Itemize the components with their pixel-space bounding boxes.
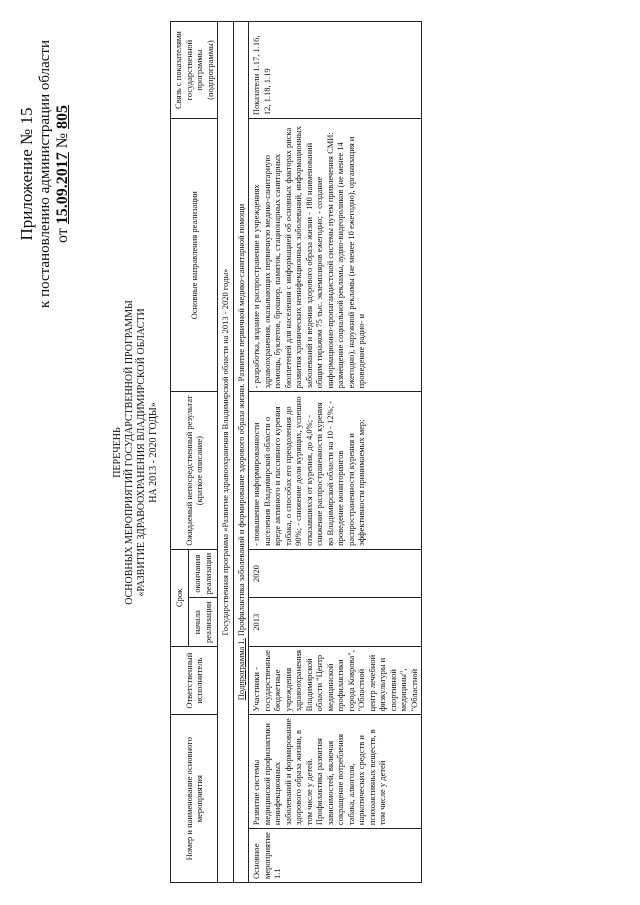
header-num: Номер и наименование основного мероприятия: [171, 715, 218, 883]
row-name: Развитие системы медицинской профилактики неинфекционных заболеваний и формирование здорового образа жизни, в том числе у детей. Профилактика развития зависимостей, включая сокращение потребления табака, алкоголя, наркотических средств и психоактивных веществ, в том числе у детей: [249, 715, 422, 829]
row-end: 2020: [249, 549, 422, 598]
appendix-block: [18, 40, 72, 308]
header-result: Ожидаемый непосредственный результат (краткое описание): [171, 392, 218, 550]
appendix-date-line: от 15.09.2017 № 805: [54, 104, 71, 243]
appendix-ref: к постановлению администрации области: [37, 40, 53, 308]
row-link: Показатели 1.17, 1.16, 12, 1.18, 1.19: [249, 22, 422, 119]
appendix-date: 15.09.2017: [54, 152, 71, 225]
measures-table: [170, 21, 422, 883]
header-end: окончания реализации: [188, 549, 217, 598]
appendix-num: 805: [54, 104, 71, 129]
header-start: начала реализации: [188, 598, 217, 647]
document-title: ПЕРЕЧЕНЬ ОСНОВНЫХ МЕРОПРИЯТИЙ ГОСУДАРСТВЕННОЙ ПРОГРАММЫ «РАЗВИТИЕ ЗДРАВООХРАНЕНИЯ ВЛАДИМИРСКОЙ ОБЛАСТИ НА 2013 - 2020 ГОДЫ»: [112, 300, 159, 605]
row-start: 2013: [249, 598, 422, 647]
program-row: Государственная программа «Развитие здравоохранения Владимирской области на 2013 - 2020 годы»: [218, 22, 234, 883]
header-term: Срок: [171, 549, 189, 646]
header-executor: Ответственный исполнитель: [171, 646, 218, 714]
table-row: [249, 22, 422, 883]
header-link: Связь с показателями государственной программы (подпрограммы): [171, 22, 218, 119]
row-directions: - разработка, издание и распространение в учреждениях здравоохранения, оказывающих первичную медико-санитарную помощь, буклетов, брошюр, памяток, стационарных санитарных бюллетеней для населения с информацией об основных факторах риска развития хронических неинфекционных заболеваний, информационных заболеваний и ведения здорового образа жизни - 180 наименований общим тиражом 75 тыс. экземпляров ежегодно; - создание информационно-пропагандистской системы путем привлечения СМИ: размещение социальной рекламы, аудио-видеороликов (не менее 14 ежегодно), наружной рекламы (не менее 10 ежегодно), организация и проведение радио- и: [249, 119, 422, 392]
appendix-number: Приложение № 15: [17, 107, 36, 241]
subprogram-row: Подпрограмма 1. Профилактика заболеваний и формирование здорового образа жизни. Развитие первичной медико-санитарной помощи: [233, 22, 249, 883]
row-result: - повышение информированности населения Владимирской области о вреде активного и пассивного курения табака, о способах его преодоления до 90%; - снижение доли курящих, успешно отказавшихся от курения, до 4,0%; - снижение распространенности курения во Владимирской области на 10 - 12%; - проведение мониторингов распространенности курения и эффективности принимаемых мер;: [249, 392, 422, 550]
row-code: Основное мероприятие 1.1: [249, 829, 422, 883]
header-directions: Основные направления реализации: [171, 119, 218, 392]
row-executor: Участники - государственные бюджетные учреждения здравоохранения Владимирской области "Центр медицинской профилактики города Коврова", "Областной центр лечебной физкультуры и спортивной медицины", "Областной: [249, 646, 422, 714]
